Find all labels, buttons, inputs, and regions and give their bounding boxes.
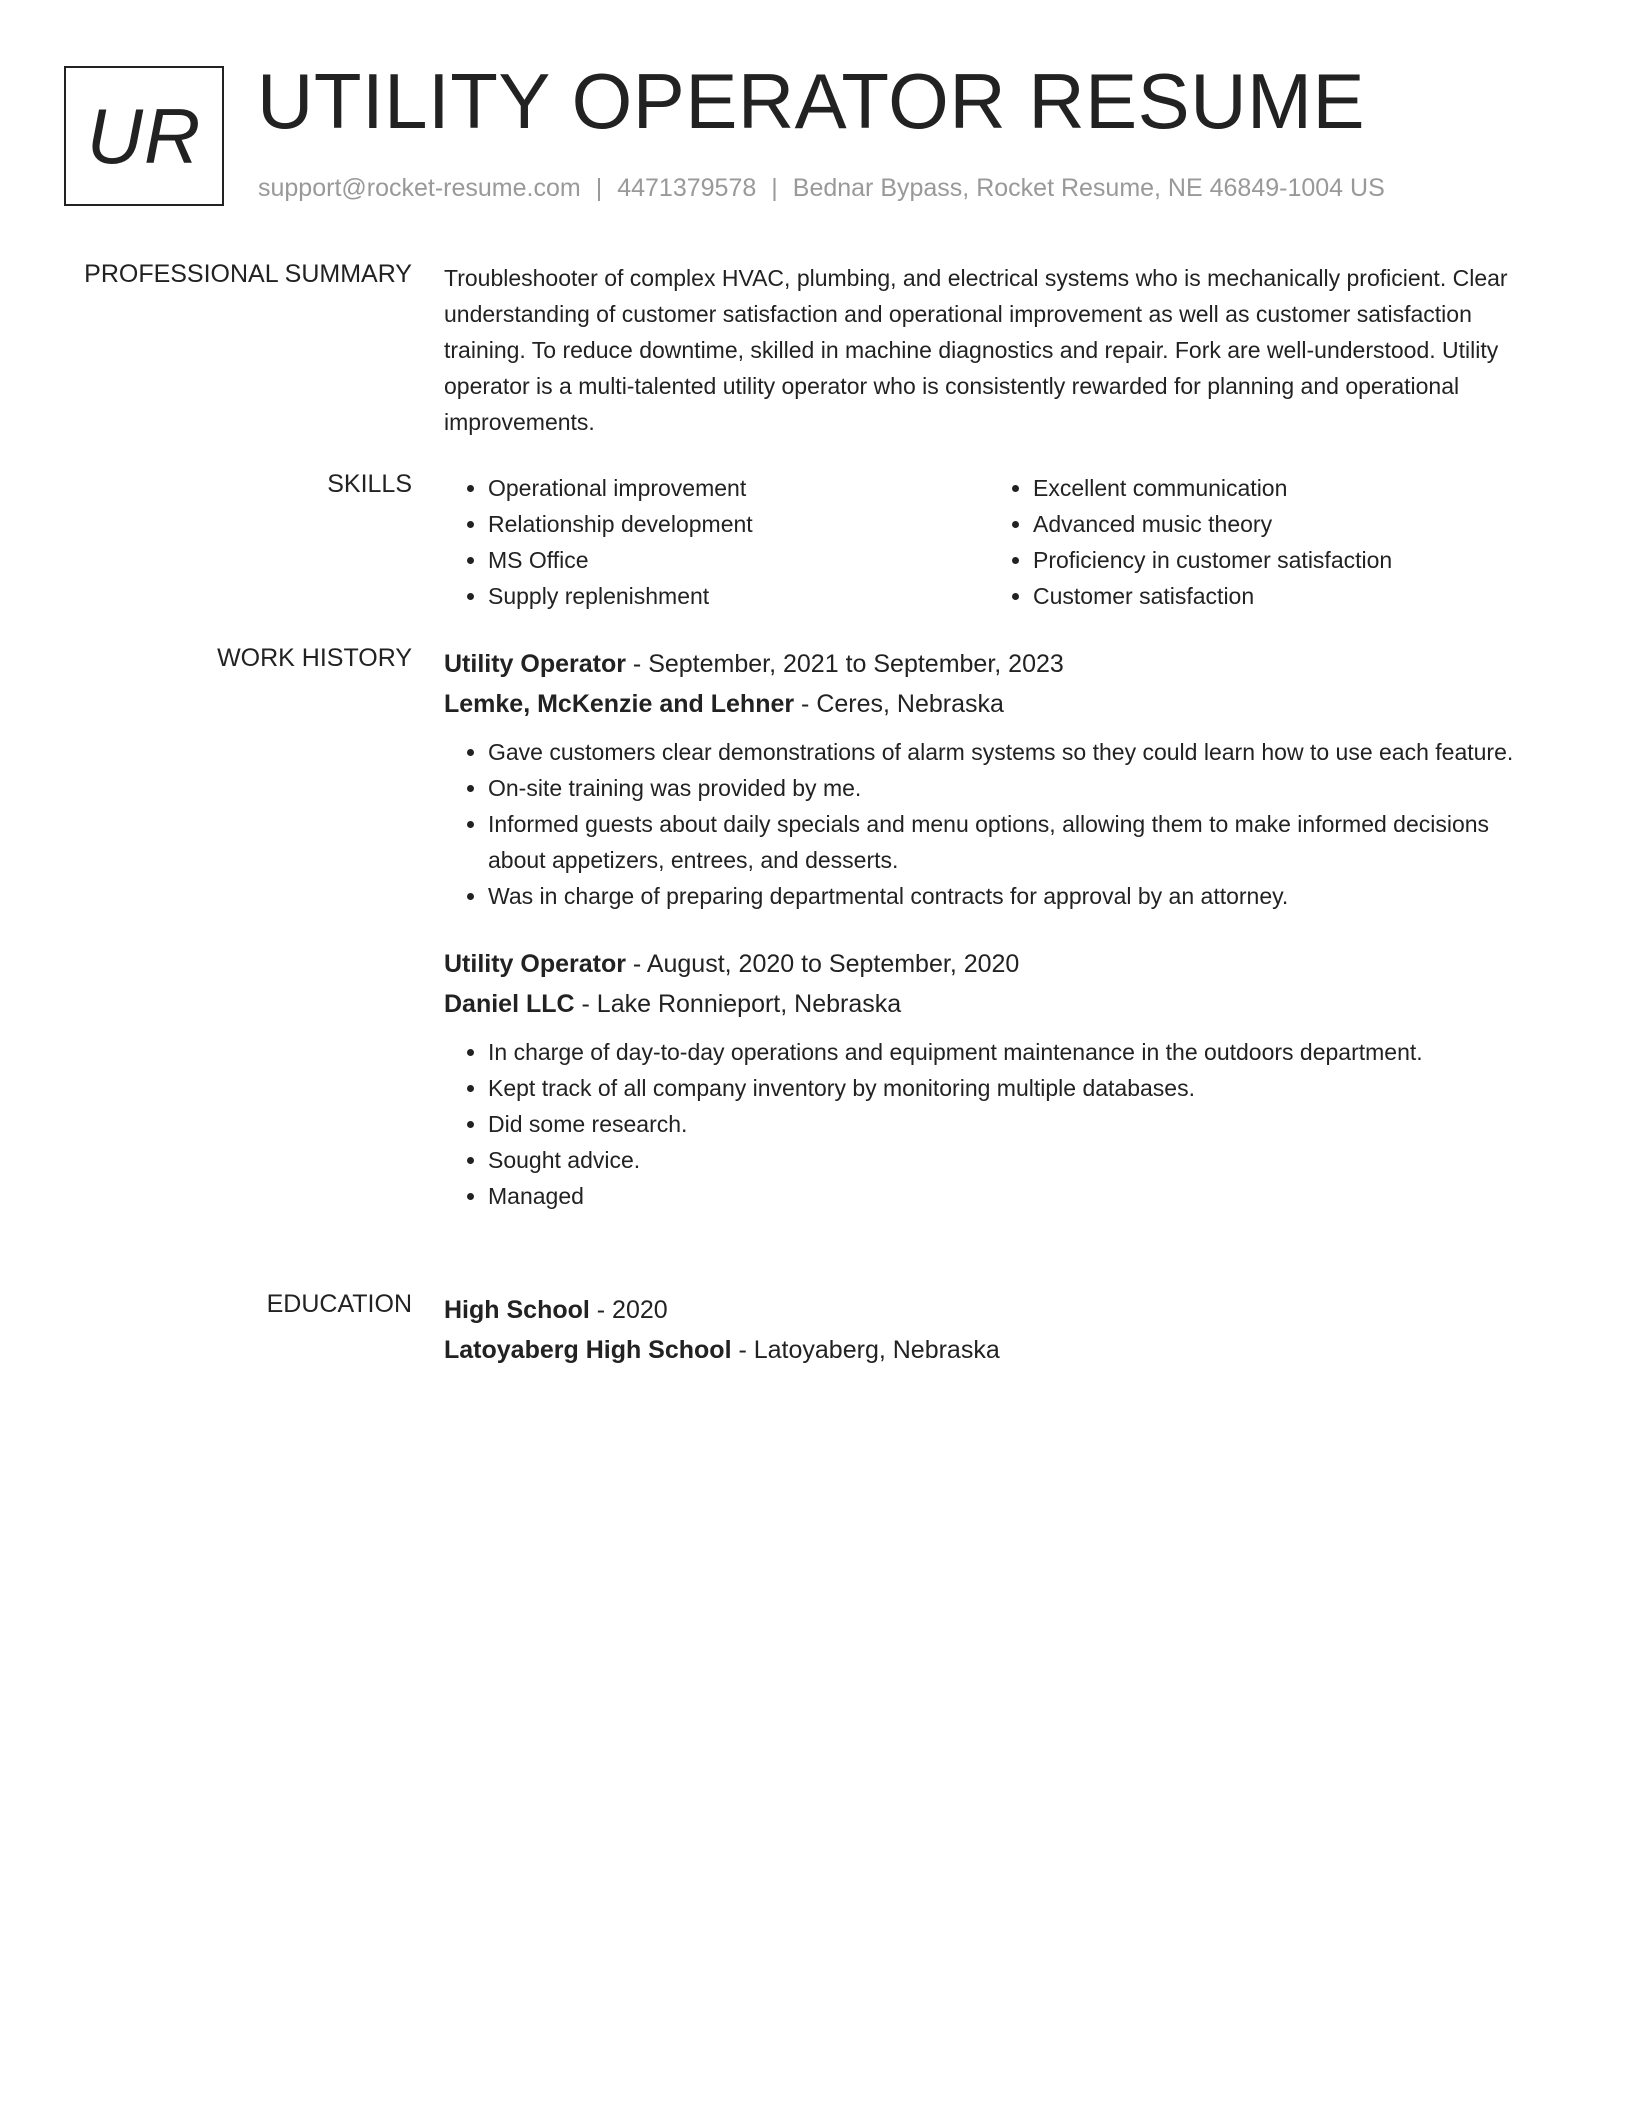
job-title-line [444, 944, 1534, 984]
job-location: - Lake Ronnieport, Nebraska [574, 990, 902, 1018]
job-duty: • Was in charge of preparing departmental contracts for approval by an attorney. [488, 878, 1534, 914]
skills-label: SKILLS [327, 470, 412, 498]
job-duty: • Sought advice. [488, 1142, 1534, 1178]
job-duty: • Gave customers clear demonstrations of alarm systems so they could learn how to use each feature. [488, 734, 1534, 770]
job-duty: • On-site training was provided by me. [488, 770, 1534, 806]
contact-separator: | [595, 174, 603, 202]
job-duties-list [444, 1034, 1534, 1214]
education-body [444, 1290, 1534, 1370]
summary-label: PROFESSIONAL SUMMARY [84, 260, 412, 288]
contact-phone: 4471379578 [617, 174, 757, 202]
skill-item: • Supply replenishment [488, 578, 989, 614]
education-year: - 2020 [589, 1296, 668, 1324]
job-company: Lemke, McKenzie and Lehner [444, 690, 795, 718]
job-duty: • Informed guests about daily specials and menu options, allowing them to make informed decisions about appetizers, entrees, and desserts. [488, 806, 1534, 878]
education-label: EDUCATION [266, 1290, 412, 1318]
job-company-line [444, 684, 1534, 724]
education-degree-line [444, 1290, 1534, 1330]
skill-item: • Customer satisfaction [1033, 578, 1534, 614]
job-duty: • Did some research. [488, 1106, 1534, 1142]
education-degree: High School [444, 1296, 590, 1324]
job-company-line [444, 984, 1534, 1024]
job-duty: • Kept track of all company inventory by monitoring multiple databases. [488, 1070, 1534, 1106]
job-dates: - August, 2020 to September, 2020 [625, 950, 1020, 978]
education-school: Latoyaberg High School [444, 1336, 732, 1364]
job-entry [444, 644, 1534, 914]
job-company: Daniel LLC [444, 990, 575, 1018]
contact-separator: | [771, 174, 778, 202]
job-title: Utility Operator [444, 650, 626, 678]
contact-email: support@rocket-resume.com [258, 174, 581, 202]
work-history-body [444, 644, 1534, 1244]
job-location: - Ceres, Nebraska [794, 690, 1004, 718]
education-location: - Latoyaberg, Nebraska [731, 1336, 1000, 1364]
job-title: Utility Operator [444, 950, 626, 978]
job-title-line [444, 644, 1534, 684]
summary-text: Troubleshooter of complex HVAC, plumbing, and electrical systems who is mechanically proficient. Clear understanding of customer satisfaction and operational improvement as well as customer satisfaction training. To reduce downtime, skilled in machine diagnostics and repair. Fork are well-understood. Utility operator is a multi-talented utility operator who is consistently rewarded for planning and operational improvements. [444, 265, 1508, 435]
skill-item: • MS Office [488, 542, 989, 578]
skill-item: • Excellent communication [1033, 470, 1534, 506]
job-duties-list [444, 734, 1534, 914]
skills-column-right [989, 470, 1534, 614]
skill-item: • Proficiency in customer satisfaction [1033, 542, 1534, 578]
job-duty: • In charge of day-to-day operations and equipment maintenance in the outdoors department. [488, 1034, 1534, 1070]
skills-column-left [444, 470, 989, 614]
skill-item: • Advanced music theory [1033, 506, 1534, 542]
job-duty: • Managed [488, 1178, 1534, 1214]
summary-body [444, 260, 1534, 440]
skills-grid [444, 470, 1534, 614]
skill-item: • Operational improvement [488, 470, 989, 506]
skills-list-right [989, 470, 1534, 614]
contact-line [258, 174, 1385, 203]
job-entry [444, 944, 1534, 1214]
education-school-line [444, 1330, 1534, 1370]
monogram-badge: UR [64, 66, 224, 206]
resume-title: UTILITY OPERATOR RESUME [257, 57, 1366, 145]
skills-list-left [444, 470, 989, 614]
job-dates: - September, 2021 to September, 2023 [625, 650, 1064, 678]
work-history-label: WORK HISTORY [217, 644, 412, 672]
contact-address: Bednar Bypass, Rocket Resume, NE 46849-1004 US [792, 174, 1385, 202]
skill-item: • Relationship development [488, 506, 989, 542]
